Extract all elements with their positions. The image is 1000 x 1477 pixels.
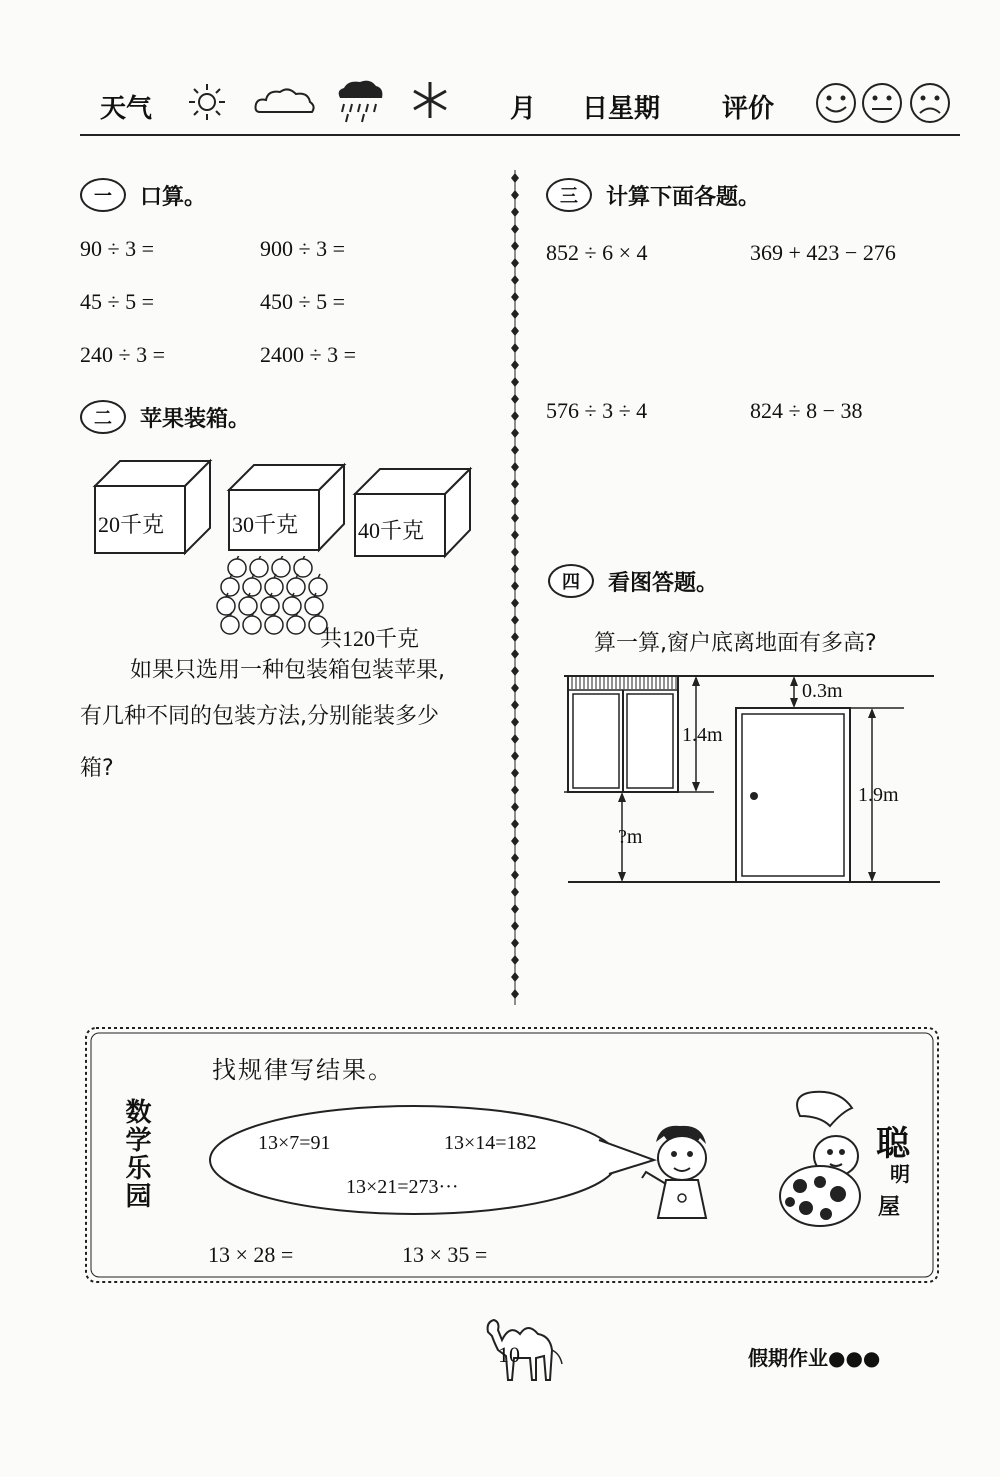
page-number: 10 xyxy=(498,1342,520,1367)
divider-diamond xyxy=(511,989,519,999)
divider-diamond xyxy=(511,598,519,608)
speech-bubble xyxy=(204,1100,664,1220)
neutral-face-icon[interactable] xyxy=(863,84,901,122)
divider-diamond xyxy=(511,462,519,472)
section-title-4: 看图答题。 xyxy=(608,571,719,596)
apple-icon xyxy=(228,559,246,577)
apple-icon xyxy=(287,616,305,634)
section-title-3: 计算下面各题。 xyxy=(606,185,761,210)
divider-diamond xyxy=(511,326,519,336)
rating-label: 评价 xyxy=(722,94,775,124)
snow-icon xyxy=(410,80,450,120)
divider-diamond xyxy=(511,190,519,200)
problem-1: 90 ÷ 3 = xyxy=(80,236,154,261)
divider-diamond xyxy=(511,802,519,812)
divider-diamond xyxy=(511,309,519,319)
apple-icon xyxy=(243,616,261,634)
question-line-1: 如果只选用一种包装箱包装苹果, xyxy=(130,658,445,683)
divider-diamond xyxy=(511,734,519,744)
divider-diamond xyxy=(511,717,519,727)
example-1: 13×7=91 xyxy=(258,1132,331,1154)
apple-icon xyxy=(265,616,283,634)
divider-diamond xyxy=(511,615,519,625)
label-top-gap: 0.3m xyxy=(802,680,843,702)
divider-diamond xyxy=(511,649,519,659)
divider-diamond xyxy=(511,513,519,523)
divider-diamond xyxy=(511,173,519,183)
happy-face-icon[interactable] xyxy=(817,84,855,122)
divider-diamond xyxy=(511,955,519,965)
apple-icon xyxy=(221,578,239,596)
divider-diamond xyxy=(511,632,519,642)
apple-total: 共120千克 xyxy=(320,626,420,651)
divider-diamond xyxy=(511,360,519,370)
window-question: 算一算,窗户底离地面有多高? xyxy=(594,631,877,656)
task-1: 13 × 28 = xyxy=(208,1242,294,1267)
box-label-40kg: 40千克 xyxy=(358,518,425,543)
calc-3: 576 ÷ 3 ÷ 4 xyxy=(546,398,648,423)
example-3: 13×21=273··· xyxy=(346,1176,459,1198)
camel-icon xyxy=(480,1310,566,1384)
divider-diamond xyxy=(511,258,519,268)
boy-character-icon xyxy=(640,1118,720,1228)
section-badge-1: 一 xyxy=(80,178,126,212)
rain-icon xyxy=(334,78,386,124)
sun-icon xyxy=(182,80,232,124)
divider-diamond xyxy=(511,785,519,795)
sad-face-icon[interactable] xyxy=(911,84,949,122)
apple-icon xyxy=(243,578,261,596)
section-badge-4: 四 xyxy=(548,564,594,598)
divider-diamond xyxy=(511,530,519,540)
calc-1: 852 ÷ 6 × 4 xyxy=(546,240,648,265)
apple-icon xyxy=(265,578,283,596)
divider-diamond xyxy=(511,853,519,863)
divider-diamond xyxy=(511,768,519,778)
box-label-20kg: 20千克 xyxy=(98,512,165,537)
cloud-icon xyxy=(252,84,318,120)
calc-4: 824 ÷ 8 − 38 xyxy=(750,398,863,423)
example-2: 13×14=182 xyxy=(444,1132,537,1154)
divider-diamond xyxy=(511,343,519,353)
problem-5: 240 ÷ 3 = xyxy=(80,342,165,367)
divider-diamond xyxy=(511,207,519,217)
divider-diamond xyxy=(511,972,519,982)
label-door-height: 1.9m xyxy=(858,784,899,806)
section-title-1: 口算。 xyxy=(140,185,207,210)
divider-diamond xyxy=(511,479,519,489)
problem-6: 2400 ÷ 3 = xyxy=(260,342,356,367)
divider-diamond xyxy=(511,292,519,302)
apple-icon xyxy=(309,578,327,596)
divider-diamond xyxy=(511,496,519,506)
divider-diamond xyxy=(511,700,519,710)
divider-diamond xyxy=(511,683,519,693)
divider-diamond xyxy=(511,581,519,591)
divider-diamond xyxy=(511,564,519,574)
fun-instruction: 找规律写结果。 xyxy=(212,1056,394,1084)
divider-diamond xyxy=(511,751,519,761)
divider-diamond xyxy=(511,887,519,897)
question-line-3: 箱? xyxy=(80,756,114,781)
divider-diamond xyxy=(511,428,519,438)
divider-diamond xyxy=(511,394,519,404)
day-label: 日星期 xyxy=(582,94,661,124)
divider-diamond xyxy=(511,224,519,234)
math-fun-label: 数学乐园 xyxy=(121,1098,151,1210)
divider-diamond xyxy=(511,921,519,931)
badge-char-3: 屋 xyxy=(878,1195,901,1220)
divider-diamond xyxy=(511,411,519,421)
apple-icon xyxy=(294,559,312,577)
divider-diamond xyxy=(511,241,519,251)
month-label: 月 xyxy=(510,94,537,124)
apple-icon xyxy=(250,559,268,577)
problem-4: 450 ÷ 5 = xyxy=(260,289,345,314)
divider-diamond xyxy=(511,377,519,387)
divider-diamond xyxy=(511,666,519,676)
apple-icon xyxy=(287,578,305,596)
window-door-diagram xyxy=(564,672,944,892)
problem-2: 900 ÷ 3 = xyxy=(260,236,345,261)
badge-char-2: 明 xyxy=(890,1162,910,1186)
task-2: 13 × 35 = xyxy=(402,1242,488,1267)
box-label-30kg: 30千克 xyxy=(232,512,299,537)
divider-diamond xyxy=(511,445,519,455)
divider-diamond xyxy=(511,870,519,880)
apple-icon xyxy=(221,616,239,634)
label-unknown: ?m xyxy=(618,826,643,848)
divider-diamond xyxy=(511,836,519,846)
label-window-height: 1.4m xyxy=(682,724,723,746)
column-divider xyxy=(510,170,520,1005)
series-label: 假期作业●●● xyxy=(748,1346,881,1370)
question-line-2: 有几种不同的包装方法,分别能装多少 xyxy=(80,704,439,729)
weather-label: 天气 xyxy=(100,94,153,124)
section-badge-3: 三 xyxy=(546,178,592,212)
divider-diamond xyxy=(511,819,519,829)
divider-diamond xyxy=(511,904,519,914)
divider-diamond xyxy=(511,275,519,285)
apple-icon xyxy=(272,559,290,577)
rating-faces xyxy=(814,80,954,126)
section-title-2: 苹果装箱。 xyxy=(140,407,251,432)
badge-char-1: 聪 xyxy=(876,1124,910,1164)
calc-2: 369 + 423 − 276 xyxy=(750,240,896,265)
problem-3: 45 ÷ 5 = xyxy=(80,289,154,314)
section-badge-2: 二 xyxy=(80,400,126,434)
apple-pile-icon xyxy=(212,556,328,640)
divider-diamond xyxy=(511,938,519,948)
ladybug-character-icon xyxy=(770,1086,880,1236)
divider-diamond xyxy=(511,547,519,557)
header-divider xyxy=(80,134,960,136)
